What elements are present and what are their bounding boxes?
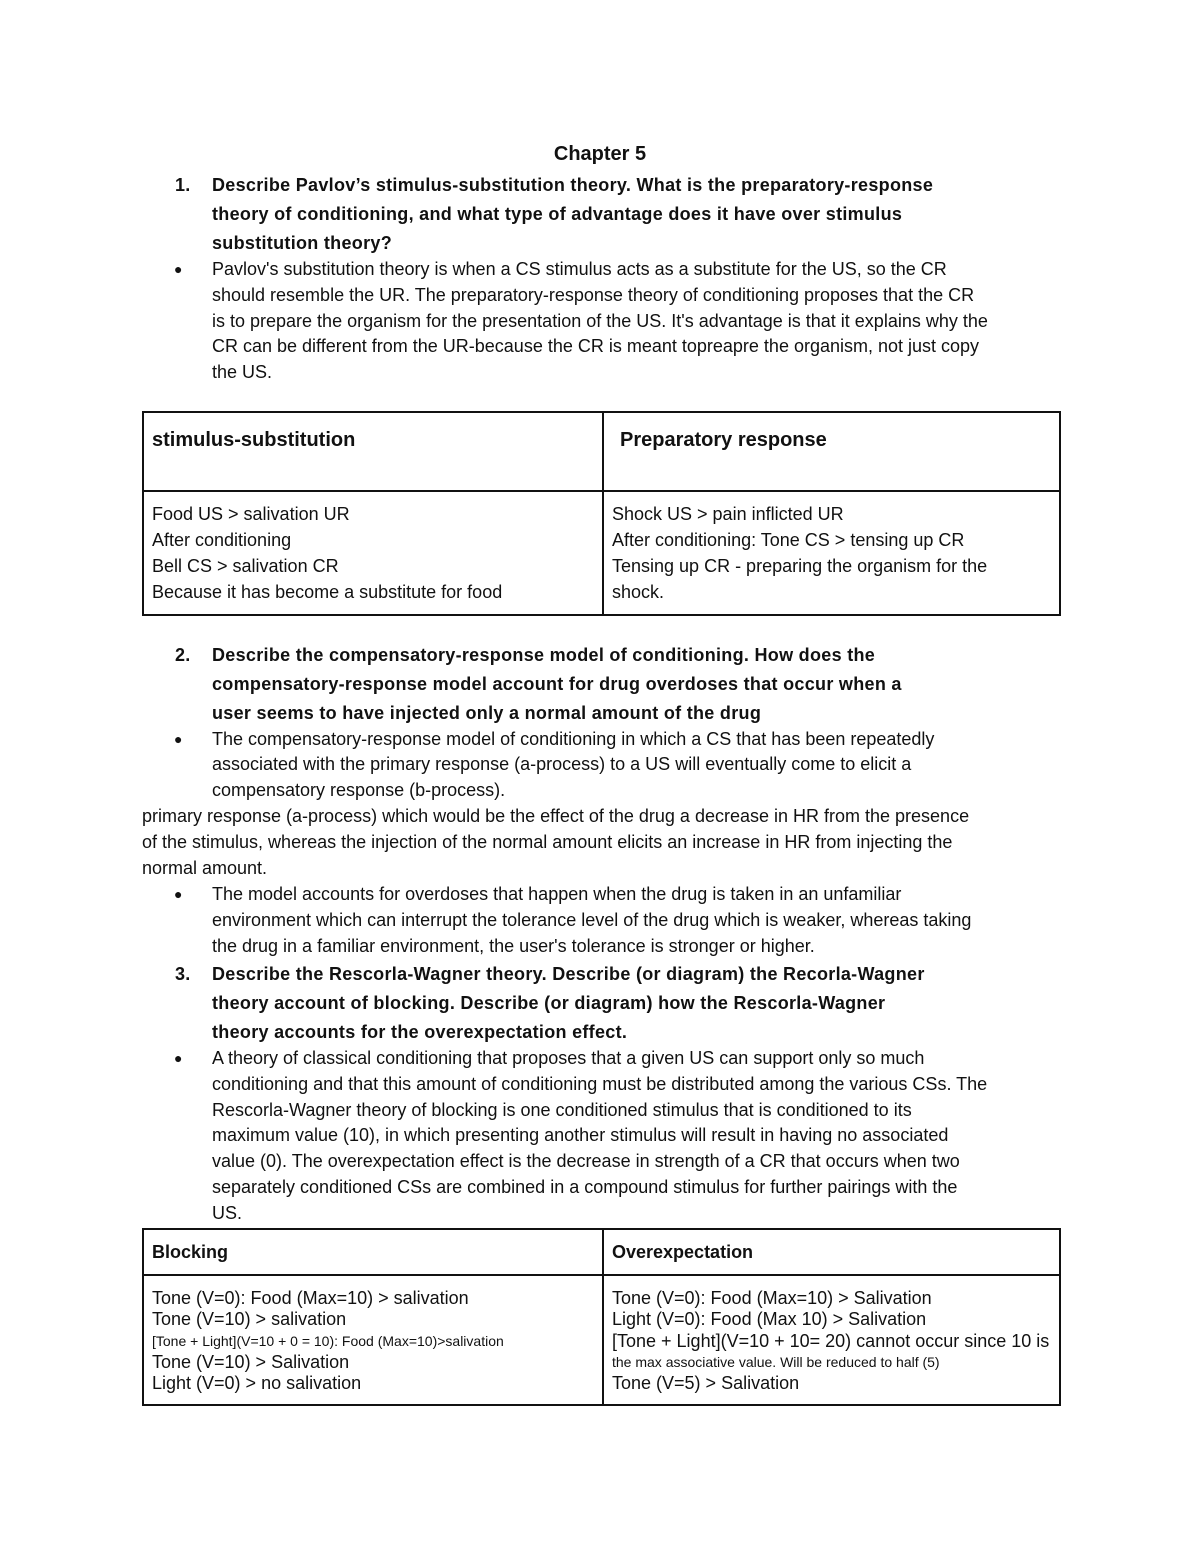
question-3 [175, 960, 925, 1047]
text-line: Tone (V=5) > Salivation [612, 1373, 800, 1394]
text-line: A theory of classical conditioning that proposes that a given US can support only so much [212, 1048, 925, 1068]
text-line: compensatory response (b-process). [212, 779, 506, 800]
bullet-icon: ● [174, 1050, 183, 1066]
table-header: Blocking [143, 1229, 603, 1275]
text-line: After conditioning [152, 530, 292, 550]
text-line: substitution theory? [212, 233, 392, 253]
text-line: separately conditioned CSs are combined in a compound stimulus for further pairings with the [212, 1176, 958, 1197]
text-line: Light (V=0) > no salivation [152, 1373, 362, 1394]
bullet-icon: ● [174, 886, 183, 902]
answer-1 [174, 257, 988, 386]
text-line: Describe Pavlov’s stimulus-substitution theory. What is the preparatory-response [212, 175, 934, 195]
text-line: maximum value (10), in which presenting another stimulus will result in having no associated [212, 1125, 949, 1146]
comparison-table-2 [142, 1228, 1061, 1406]
text-line: theory of conditioning, and what type of advantage does it have over stimulus [212, 204, 903, 224]
text-line: The model accounts for overdoses that happen when the drug is taken in an unfamiliar [212, 884, 902, 904]
text-line: [Tone + Light](V=10 + 10= 20) cannot occur since 10 is [612, 1330, 1050, 1351]
question-1 [175, 171, 934, 258]
table-header: Preparatory response [603, 412, 1060, 491]
table-header: Overexpectation [603, 1229, 1060, 1275]
text-line: Food US > salivation UR [152, 504, 350, 524]
answer-2b [174, 882, 972, 959]
question-number: 2. [175, 645, 191, 665]
text-line: the drug in a familiar environment, the user's tolerance is stronger or higher. [212, 935, 815, 956]
table-cell [603, 1275, 1060, 1405]
text-line: theory accounts for the overexpectation effect. [212, 1022, 628, 1042]
text-line: normal amount. [142, 857, 268, 878]
comparison-table-1 [142, 411, 1061, 616]
answer-3 [174, 1046, 988, 1227]
page-title: Chapter 5 [553, 143, 647, 165]
text-line: Tone (V=10) > Salivation [152, 1351, 350, 1372]
answer-2 [174, 727, 935, 803]
text-line: After conditioning: Tone CS > tensing up CR [612, 530, 965, 550]
text-line: compensatory-response model account for drug overdoses that occur when a [212, 674, 902, 694]
text-line: Light (V=0): Food (Max 10) > Salivation [612, 1309, 927, 1330]
text-line: the max associative value. Will be reduced to half (5) [612, 1353, 940, 1370]
text-line: associated with the primary response (a-process) to a US will eventually come to elicit a [212, 754, 912, 775]
question-2 [175, 641, 902, 728]
text-line: Rescorla-Wagner theory of blocking is one conditioned stimulus that is conditioned to its [212, 1099, 912, 1120]
text-line: primary response (a-process) which would be the effect of the drug a decrease in HR from the presence [142, 806, 970, 826]
text-line: shock. [612, 582, 665, 602]
text-line: should resemble the UR. The preparatory-response theory of conditioning proposes that the CR [212, 284, 975, 305]
text-line: Tone (V=0): Food (Max=10) > Salivation [612, 1288, 932, 1308]
text-line: is to prepare the organism for the presentation of the US. It's advantage is that it explains why the [212, 310, 988, 331]
text-line: theory account of blocking. Describe (or diagram) how the Rescorla-Wagner [212, 993, 886, 1013]
text-line: Bell CS > salivation CR [152, 556, 339, 576]
text-line: Tone (V=0): Food (Max=10) > salivation [152, 1288, 469, 1308]
text-line: [Tone + Light](V=10 + 0 = 10): Food (Max=10)>salivation [152, 1332, 504, 1349]
bullet-icon: ● [174, 261, 183, 277]
text-line: Pavlov's substitution theory is when a CS stimulus acts as a substitute for the US, so the CR [212, 259, 947, 279]
question-number: 1. [175, 175, 191, 195]
bullet-icon: ● [174, 731, 183, 747]
text-line: environment which can interrupt the tolerance level of the drug which is weaker, whereas taking [212, 909, 972, 930]
text-line: Because it has become a substitute for food [152, 582, 503, 602]
text-line: CR can be different from the UR-because the CR is meant topreapre the organism, not just copy [212, 336, 980, 357]
text-line: user seems to have injected only a normal amount of the drug [212, 703, 762, 723]
text-line: the US. [212, 362, 273, 383]
text-line: Shock US > pain inflicted UR [612, 504, 844, 524]
text-line: The compensatory-response model of conditioning in which a CS that has been repeatedly [212, 729, 935, 749]
text-line: US. [212, 1202, 243, 1223]
text-line: Tensing up CR - preparing the organism for the [612, 556, 988, 576]
text-line: of the stimulus, whereas the injection of the normal amount elicits an increase in HR from injecting the [142, 831, 953, 852]
table-cell [603, 491, 1060, 615]
text-line: Describe the Rescorla-Wagner theory. Describe (or diagram) the Recorla-Wagner [212, 964, 925, 984]
paragraph [142, 804, 969, 881]
text-line: value (0). The overexpectation effect is the decrease in strength of a CR that occurs when two [212, 1151, 960, 1172]
text-line: Describe the compensatory-response model of conditioning. How does the [212, 645, 876, 665]
table-cell [143, 491, 603, 615]
question-number: 3. [175, 964, 191, 984]
table-header: stimulus-substitution [143, 412, 603, 491]
text-line: conditioning and that this amount of conditioning must be distributed among the various CSs. The [212, 1073, 988, 1094]
table-cell [143, 1275, 603, 1405]
text-line: Tone (V=10) > salivation [152, 1309, 347, 1330]
